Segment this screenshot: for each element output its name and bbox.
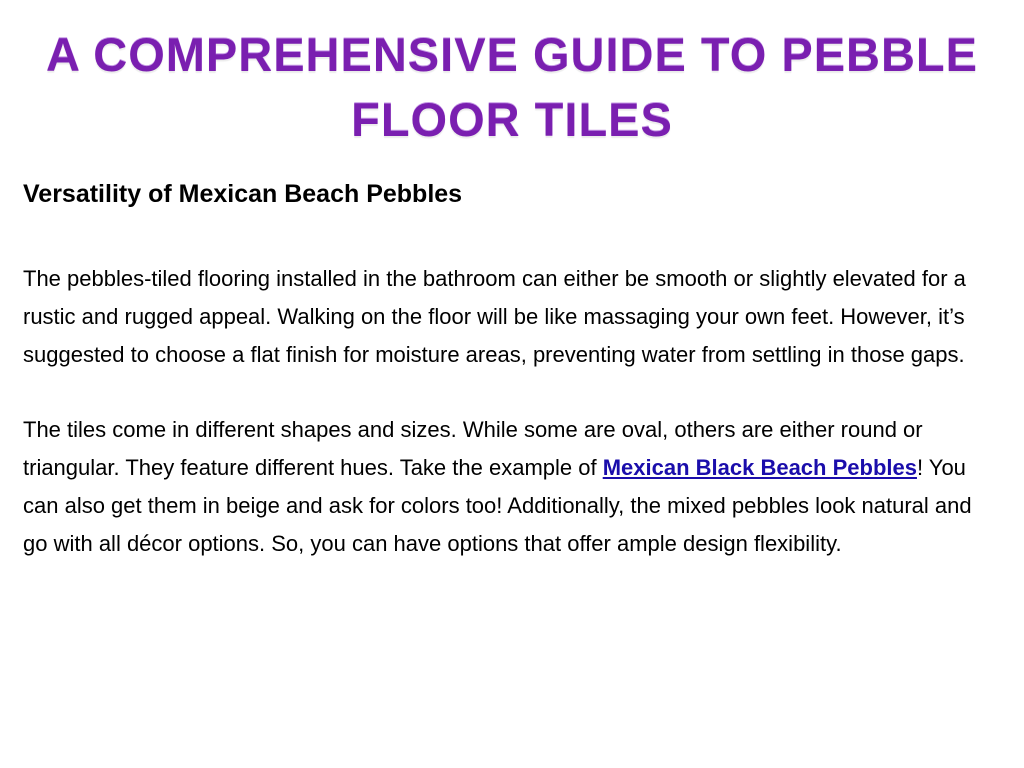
title-line-2: FLOOR TILES <box>351 93 673 146</box>
paragraph-2 <box>23 411 988 563</box>
mexican-black-beach-pebbles-link[interactable]: Mexican Black Beach Pebbles <box>602 455 917 480</box>
section-heading: Versatility of Mexican Beach Pebbles <box>23 180 463 208</box>
paragraph-2-after-link: ! You can also get them in beige and ask for colors too! Additionally, the mixed pebbles look natural and go with all décor options. So, you can have options that offer ample design flexibility. <box>23 455 972 556</box>
main-content <box>23 172 988 600</box>
paragraph-2-before-link: The tiles come in different shapes and sizes. While some are oval, others are either round or triangular. They feature different hues. Take the example of <box>23 417 923 480</box>
paragraph-1: The pebbles-tiled flooring installed in the bathroom can either be smooth or slightly elevated for a rustic and rugged appeal. Walking on the floor will be like massaging your own feet. However, it’s suggested to choose a flat finish for moisture areas, preventing water from settling in those gaps. <box>23 266 966 367</box>
title-line-1: A COMPREHENSIVE GUIDE TO PEBBLE <box>46 28 978 81</box>
page-title <box>0 22 1024 152</box>
title-block <box>0 22 1024 152</box>
